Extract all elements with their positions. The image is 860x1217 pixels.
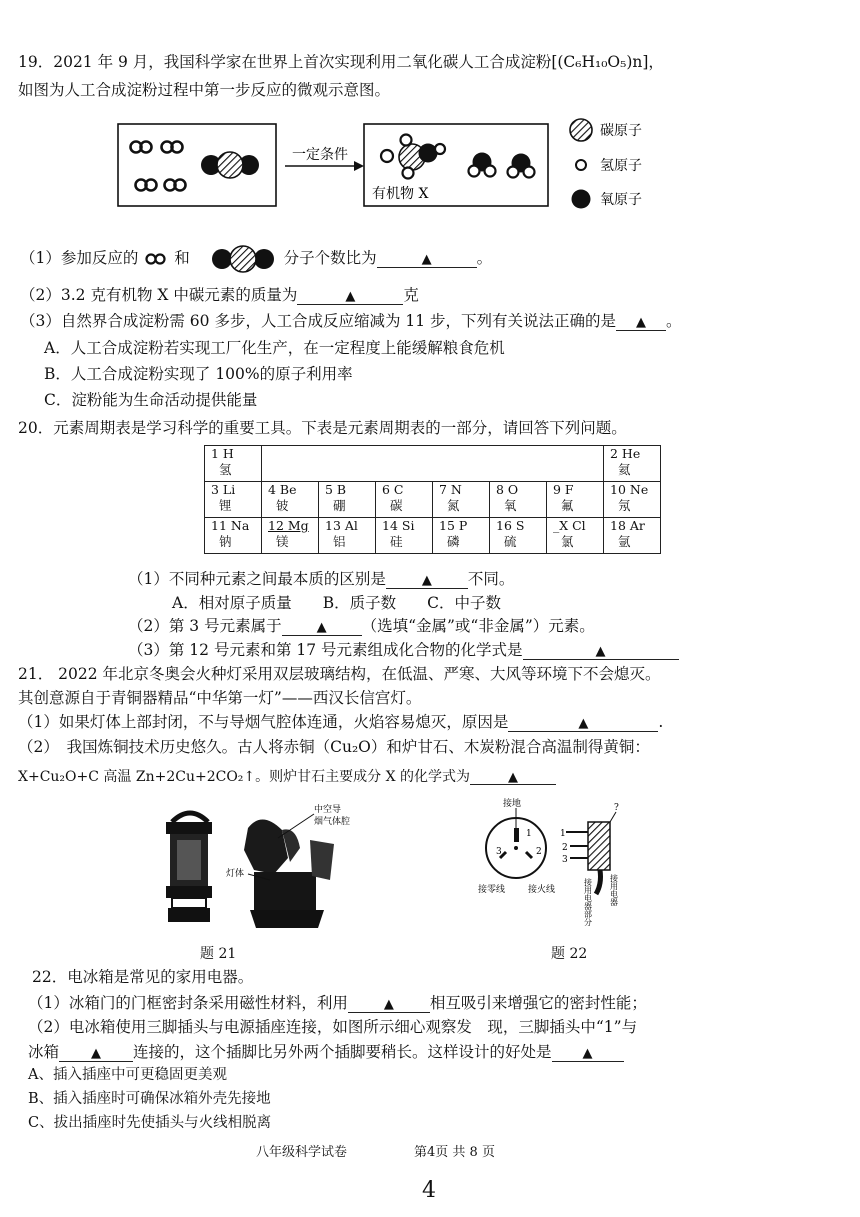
answer-blank[interactable]: ▲ — [552, 1045, 624, 1062]
carbon-atom-icon — [570, 119, 592, 141]
olympic-lantern-icon — [166, 813, 212, 922]
element-cell: 3 Li 锂 — [205, 482, 262, 518]
q21-part2: （2） 我国炼铜技术历史悠久。古人将赤铜（Cu₂O）和炉甘石、木炭粉混合高温制得黄铜： — [18, 738, 650, 756]
q20-part1: （1）不同种元素之间最本质的区别是 ▲ 不同。 — [128, 570, 515, 588]
co2-molecule-icon — [209, 244, 279, 274]
fig21-caption: 题 21 — [200, 946, 237, 962]
fig21-label-cavity: 烟气体腔 — [314, 817, 351, 827]
q19-part3: （3）自然界合成淀粉需 60 多步，人工合成反应缩减为 11 步，下列有关说法正确的是 ▲ 。 — [20, 312, 682, 330]
element-cell: 13 Al 铝 — [319, 518, 376, 554]
figure-22 — [470, 798, 640, 938]
svg-text:1: 1 — [560, 829, 566, 839]
periodic-table — [204, 445, 661, 554]
svg-text:3: 3 — [496, 847, 502, 857]
figure-21 — [150, 800, 390, 940]
element-cell: 6 C 碳 — [376, 482, 433, 518]
svg-text:3: 3 — [562, 855, 568, 865]
q21-equation: X+Cu₂O+C 高温 Zn+2Cu+2CO₂↑。则炉甘石主要成分 X 的化学式为 ▲ — [18, 766, 556, 786]
answer-blank[interactable]: ▲ — [386, 572, 468, 589]
element-cell: 5 B 硼 — [319, 482, 376, 518]
changxin-palace-lamp-icon — [244, 819, 334, 928]
element-cell: 8 O 氧 — [490, 482, 547, 518]
svg-text:1: 1 — [526, 829, 532, 839]
fig21-label-body: 灯体 — [226, 869, 245, 879]
water-molecule-icon — [469, 153, 535, 178]
answer-blank[interactable]: ▲ — [59, 1045, 133, 1062]
q20-part3: （3）第 12 号元素和第 17 号元素组成化合物的化学式是 ▲ — [128, 638, 679, 660]
legend-hydrogen: 氢原子 — [600, 158, 642, 174]
q20-part1-options: A．相对原子质量 B．质子数 C．中子数 — [172, 594, 501, 612]
element-cell: 12 Mg 镁 — [262, 518, 319, 554]
svg-text:2: 2 — [536, 847, 542, 857]
q21-line2: 其创意源自于青铜器精品“中华第一灯”——西汉长信宫灯。 — [18, 689, 422, 707]
fig22-label-ground: 接地 — [503, 799, 522, 809]
q19-line1: 19．2021 年 9 月，我国科学家在世界上首次实现利用二氧化碳人工合成淀粉[(C₆H₁₀O₅)n]， — [18, 53, 664, 71]
q22-option-c: C、拔出插座时先使插头与火线相脱离 — [28, 1115, 272, 1131]
q19-part2: （2）3.2 克有机物 X 中碳元素的质量为 ▲ 克 — [20, 286, 419, 304]
footer-exam-name: 八年级科学试卷 — [256, 1145, 348, 1160]
q22-part2: （2）电冰箱使用三脚插头与电源插座连接，如图所示细心观察发 现，三脚插头中“1”与 — [28, 1018, 638, 1036]
q22-option-a: A、插入插座中可更稳固更美观 — [28, 1067, 227, 1083]
co-molecule-icon — [143, 252, 169, 266]
q22-option-b: B、插入插座时可确保冰箱外壳先接地 — [28, 1091, 271, 1107]
q21-part1: （1）如果灯体上部封闭，不与导烟气腔体连通，火焰容易熄灭，原因是 ▲ . — [18, 713, 664, 731]
fig22-label-appliance: 接用电器 — [609, 874, 619, 906]
answer-blank[interactable]: ▲ — [523, 643, 679, 660]
fig22-caption: 题 22 — [551, 946, 588, 962]
q20-part2: （2）第 3 号元素属于 ▲ （选填“金属”或“非金属”）元素。 — [128, 617, 595, 635]
element-cell: 11 Na 钠 — [205, 518, 262, 554]
co2-molecule-icon — [201, 152, 259, 178]
q19-option-a: A．人工合成淀粉若实现工厂化生产，在一定程度上能缓解粮食危机 — [44, 339, 505, 357]
element-cell: 14 Si 硅 — [376, 518, 433, 554]
legend-oxygen: 氧原子 — [600, 192, 642, 208]
legend-carbon: 碳原子 — [600, 123, 642, 139]
reaction-diagram — [110, 112, 670, 212]
answer-blank[interactable]: ▲ — [282, 619, 362, 636]
element-cell: 4 Be 铍 — [262, 482, 319, 518]
organic-x-molecule-icon — [381, 135, 445, 179]
element-cell: 18 Ar 氩 — [604, 518, 661, 554]
co-molecule-icon — [131, 142, 186, 191]
answer-blank[interactable]: ▲ — [297, 288, 403, 305]
q19-part1: （1）参加反应的 和 分子个数比为 ▲ 。 — [20, 244, 492, 274]
answer-blank[interactable]: ▲ — [508, 715, 658, 732]
oxygen-atom-icon — [572, 190, 591, 209]
q22-part2-cont: 冰箱 ▲ 连接的，这个插脚比另外两个插脚要稍长。这样设计的好处是 ▲ — [28, 1040, 624, 1062]
q21-line1: 21． 2022 年北京冬奥会火种灯采用双层玻璃结构，在低温、严寒、大风等环境下不会熄灭。 — [18, 665, 661, 683]
element-cell: 9 F 氟 — [547, 482, 604, 518]
element-cell: _X Cl 氯 — [547, 518, 604, 554]
q19-option-c: C．淀粉能为生命活动提供能量 — [44, 391, 258, 409]
page-number: 4 — [422, 1178, 436, 1203]
hydrogen-atom-icon — [576, 160, 586, 170]
fig22-label-neutral: 接零线 — [478, 885, 506, 895]
fig22-label-live: 接火线 — [528, 885, 556, 895]
footer-page-info: 第4页 共 8 页 — [414, 1145, 495, 1160]
element-cell: 15 P 磷 — [433, 518, 490, 554]
answer-blank[interactable]: ▲ — [470, 770, 556, 785]
q22-part1: （1）冰箱门的门框密封条采用磁性材料，利用 ▲ 相互吸引来增强它的密封性能； — [28, 994, 647, 1012]
element-cell: 7 N 氮 — [433, 482, 490, 518]
element-cell: 10 Ne 氖 — [604, 482, 661, 518]
q19-line2: 如图为人工合成淀粉过程中第一步反应的微观示意图。 — [18, 81, 391, 99]
answer-blank[interactable]: ▲ — [377, 251, 477, 268]
q19-option-b: B．人工合成淀粉实现了 100%的原子利用率 — [44, 365, 353, 383]
q20-intro: 20．元素周期表是学习科学的重要工具。下表是元素周期表的一部分，请回答下列问题。 — [18, 419, 627, 437]
q22-intro: 22．电冰箱是常见的家用电器。 — [32, 968, 254, 986]
answer-blank[interactable]: ▲ — [348, 996, 430, 1013]
svg-text:?: ? — [614, 803, 619, 813]
fig21-label-hollow: 中空导 — [314, 805, 342, 815]
product-label: 有机物 X — [372, 186, 429, 202]
fig22-label-appliance-part: 接用电器部分 — [583, 878, 593, 926]
svg-text:2: 2 — [562, 843, 568, 853]
element-cell: 1 H 氢 — [205, 446, 262, 482]
answer-blank[interactable]: ▲ — [616, 314, 666, 331]
arrow-label: 一定条件 — [292, 147, 348, 163]
element-cell: 2 He 氦 — [604, 446, 661, 482]
element-cell: 16 S 硫 — [490, 518, 547, 554]
